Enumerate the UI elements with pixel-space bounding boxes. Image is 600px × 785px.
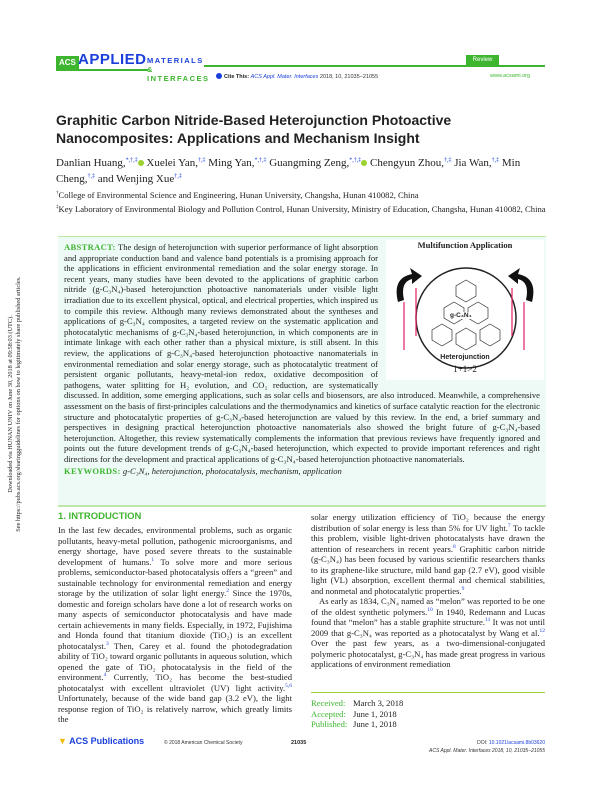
paragraph-text: To solve more and more serious problems, semiconductor-based photocatalysis offers a “green” and sustainable technology for environmental remediation and energy storage by the utilization of solar light energy.	[58, 556, 292, 598]
paragraph-text: solar energy utilization efficiency of TiO₂ because the energy distribution of solar energy is less than 5% for UV light.	[311, 512, 545, 533]
body-column-left	[58, 525, 292, 725]
figure-center-label: g-C₃N₄	[450, 312, 472, 319]
author-affiliation-mark[interactable]: *,†,‡	[125, 157, 138, 163]
reference-link[interactable]: 8	[453, 543, 456, 550]
sharing-guidelines-line: See https://pubs.acs.org/sharingguidelines for options on how to legitimately share published articles.	[15, 276, 22, 532]
abstract-label: ABSTRACT:	[64, 242, 116, 252]
article-history	[311, 692, 545, 730]
paragraph-text: In 1940, Redemann and Lucas found that “melon” has a stable graphite structure.	[311, 606, 546, 627]
author: Jia Wan,†,‡	[454, 156, 500, 169]
acs-publications-logo[interactable]	[58, 736, 144, 746]
author-affiliation-mark[interactable]: †,‡	[491, 157, 500, 163]
journal-reference: ACS Appl. Mater. Interfaces 2018, 10, 21035−21055	[429, 748, 545, 754]
affiliation-text: College of Environmental Science and Engineering, Hunan University, Changsha, Hunan 410082, China	[58, 189, 419, 200]
author: Chengyun Zhou,†,‡	[370, 156, 452, 169]
paragraph	[311, 512, 545, 596]
doi-link[interactable]: 10.1021/acsami.8b03620	[488, 740, 545, 746]
author: Xuelei Yan,†,‡	[146, 156, 206, 169]
author: Min Cheng,†,‡	[56, 156, 521, 186]
article-type-badge: Review	[466, 55, 499, 66]
figure-title: Multifunction Application	[417, 240, 513, 250]
history-label: Published:	[311, 719, 348, 729]
author: Danlian Huang,*,†,‡	[56, 157, 144, 169]
affiliation-1	[56, 188, 546, 201]
logo-acs: ACS	[56, 56, 79, 69]
author-affiliation-mark[interactable]: †,‡	[87, 173, 95, 180]
toc-graphic	[386, 240, 544, 380]
doi-block	[429, 739, 545, 755]
orcid-icon[interactable]	[138, 160, 144, 166]
paragraph-text: In the last few decades, environmental problems, such as organic pollutants, heavy-metal pollution, pathogenic microorganisms, and energy shortage, have posed severe threats to the sustainable development of humans.	[58, 525, 292, 567]
author-list	[56, 153, 546, 186]
figure-heterojunction-label: Heterojunction	[440, 354, 490, 361]
abstract-text: The design of heterojunction with superior performance of light absorption and appropriate conduction band and valence band potentials is a promising approach for the applications in efficient environmental remediation and the solar energy storage. In recent years, many studies have been devoted to the applications of graphitic carbon nitride (g-C₃N₄)-based heterojunction photoactive nanomaterials under visible light irradiation due to its excellent physical, optical, and electrical properties, which inspired us to compile this review. Although many reviews demonstrated about the syntheses and applications of g-C₃N₄ composites, a targeted review on the systematic application and photocatalytic mechanisms of g-C₃N₄-based heterojunction, in which components are in intimate linkage with each other rather than a physical mixture, is still absent. In this review, the applications of g-C₃N₄-based heterojunction photoactive nanomaterials in environmental remediation and solar energy storage, such as photocatalytic treatment of persistent organic pollutants, heavy-metal-ion redox, oxidative decomposition of pathogens, water splitting for H₂ evolution, and CO₂ reduction, are systematically discussed. In addition, some emerging applications, such as solar cells and biosensors, are also introduced. Meanwhile, a comprehensive assessment on the basis of first-principles calculations and the thermodynamics and kinetics of surface catalytic reaction for the electronic structure and photocatalytic properties of g-C₃N₄-based heterojunction are valued by this review. In the end, a brief summary and perspectives in designing practical heterojunction photoactive nanomaterials also showed the bright future of g-C₃N₄-based heterojunction. Altogether, this review systematically complements the information that previous reviews have frequently ignored and points out the future development trends of g-C₃N₄-based heterojunction, which expected to provide important references and right directions for the development and practical applications of g-C₃N₄-based heterojunction photoactive nanomaterials.	[64, 242, 540, 464]
reference-link[interactable]: 7	[507, 522, 511, 529]
section-heading: 1. INTRODUCTION	[58, 511, 142, 522]
logo-underline	[56, 69, 148, 71]
reference-link[interactable]: 2	[226, 588, 229, 595]
history-label: Accepted:	[311, 708, 346, 719]
affiliation-text: Key Laboratory of Environmental Biology and Pollution Control, Hunan University, Ministry of Education, Changsha, Hunan 410082, China	[58, 203, 546, 214]
author-affiliation-mark[interactable]: *,†,‡	[349, 157, 362, 163]
figure-equation: 1+1>2	[453, 364, 477, 374]
affiliation-2	[56, 202, 546, 215]
author-affiliation-mark[interactable]: †,‡	[174, 173, 182, 180]
paragraph-text: Unfortunately, because of the wide band gap (3.2 eV), the light response region of TiO₂ is relatively narrow, which greatly limits the	[58, 693, 292, 724]
reference-link[interactable]: 3	[105, 640, 109, 647]
paragraph-text: As early as 1834, C₃N₄ named as “melon” was reported to be one of the oldest synthetic polymers.	[311, 596, 545, 617]
reference-link[interactable]: 9	[461, 585, 465, 592]
author: and Wenjing Xue†,‡	[97, 173, 182, 186]
copyright: © 2018 American Chemical Society	[164, 740, 243, 746]
logo-applied: APPLIED	[78, 51, 147, 68]
cite-details: 2018, 10, 21035−21055	[319, 74, 379, 80]
journal-logo	[56, 51, 210, 83]
reference-link[interactable]: 1	[151, 556, 155, 563]
author: Ming Yan,*,†,‡	[208, 156, 267, 169]
keywords-label: KEYWORDS:	[64, 466, 121, 477]
reference-link[interactable]: 12	[539, 627, 545, 634]
acs-triangle-icon: ▼	[58, 736, 67, 746]
affiliation-mark: †	[56, 191, 59, 196]
reference-link[interactable]: 5,6	[285, 682, 292, 689]
author-affiliation-mark[interactable]: †,‡	[443, 157, 452, 163]
author: Guangming Zeng,*,†,‡	[269, 157, 367, 169]
logo-materials: MATERIALS	[147, 56, 204, 65]
journal-url[interactable]: www.acsami.org	[490, 73, 531, 79]
logo-interfaces: & INTERFACES	[147, 65, 210, 83]
paragraph-text: To tackle this problem, visible light-driven photocatalysts have drawn the attention of researchers in recent years.	[311, 522, 545, 554]
keywords	[64, 466, 540, 477]
paragraph	[58, 525, 292, 725]
download-notice	[7, 199, 23, 609]
publisher-name: ACS Publications	[69, 736, 145, 746]
cite-journal[interactable]: ACS Appl. Mater. Interfaces	[250, 74, 319, 80]
paragraph-text: Then, Carey et al. found the photodegradation ability of TiO₂ toward organic pollutants in aqueous solution, which opened the gate of TiO₂ photocatalysis in the field of the environment.	[58, 640, 292, 682]
download-line: Downloaded via HUNAN UNIV on June 30, 2018 at 09:58:03 (UTC).	[7, 315, 14, 493]
cite-icon	[216, 73, 222, 79]
doi-label: DOI:	[477, 740, 488, 746]
keywords-list: g-C₃N₄, heterojunction, photocatalysis, mechanism, application	[122, 466, 342, 477]
history-date: March 3, 2018	[353, 698, 404, 708]
history-received	[311, 698, 545, 709]
paragraph-text: Graphitic carbon nitride (g-C₃N₄) has been focused by various scientific researchers thanks to its graphene-like structure, mild band gap (2.7 eV), good visible light (VL) absorption, excellent thermal and chemical stabilities, and nonmetal and photocatalytic properties.	[311, 543, 545, 596]
reference-link[interactable]: 10	[427, 606, 433, 613]
paragraph-text: Currently, TiO₂ has become the best-studied photocatalyst with excellent ultraviolet (UV) light activity.	[58, 672, 292, 693]
paragraph-text: Over the past few years, as a two-dimensional-conjugated polymeric photocatalyst, g-C₃N₄ has made great progress in various applications of environment remediation	[311, 638, 545, 669]
history-label: Received:	[311, 698, 346, 708]
reference-link[interactable]: 11	[485, 617, 491, 624]
history-accepted	[311, 709, 545, 720]
reference-link[interactable]: 4	[103, 672, 107, 679]
history-date: June 1, 2018	[353, 719, 397, 729]
paragraph	[311, 596, 545, 670]
citation-line[interactable]	[216, 73, 378, 80]
page-number: 21035	[291, 740, 307, 746]
author-affiliation-mark[interactable]: *,†,‡	[254, 157, 267, 163]
affiliation-mark: ‡	[56, 205, 59, 210]
history-date: June 1, 2018	[353, 708, 397, 719]
paragraph-text: It was not until 2009 that g-C₃N₄ was reported as a photocatalyst by Wang et al.	[311, 617, 545, 638]
paragraph-text: Since the 1970s, domestic and foreign scholars have done a lot of research works on many aspects of semiconductor photocatalysis and have made certain achievements in many fields. Especially, in 1972, Fujishima and Honda found that titanium dioxide (TiO₂) is an excellent photocatalyst.	[58, 588, 293, 651]
author-affiliation-mark[interactable]: †,‡	[198, 157, 206, 163]
cite-label: Cite This:	[224, 74, 250, 80]
abstract-box	[58, 236, 546, 507]
body-column-right	[311, 512, 545, 670]
history-published	[311, 719, 545, 730]
article-title: Graphitic Carbon Nitride-Based Heterojunction Photoactive Nanocomposites: Applications and Mechanism Insight	[56, 112, 452, 146]
orcid-icon[interactable]	[361, 160, 367, 166]
